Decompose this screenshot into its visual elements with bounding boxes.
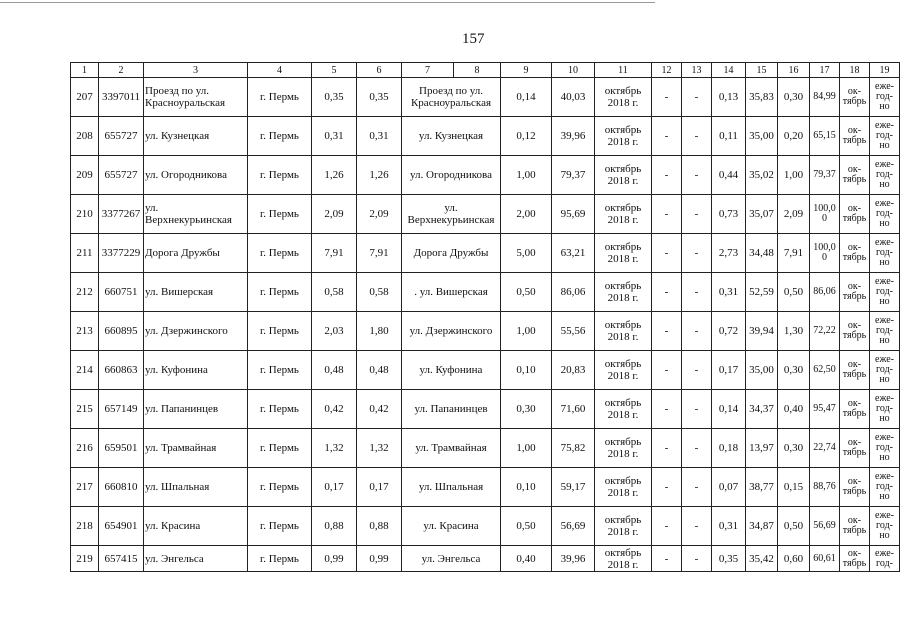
header-cell: 17 — [810, 63, 840, 78]
table-cell-c6: 1,80 — [357, 312, 402, 351]
table-cell-c9: 0,30 — [501, 390, 552, 429]
table-cell-c10: 86,06 — [552, 273, 595, 312]
table-cell-c5: 0,42 — [312, 390, 357, 429]
table-cell-c3: ул. Трамвайная — [144, 429, 248, 468]
header-cell: 6 — [357, 63, 402, 78]
table-cell-c5: 7,91 — [312, 234, 357, 273]
table-cell-c17: 79,37 — [810, 156, 840, 195]
table-cell-c10: 39,96 — [552, 546, 595, 572]
table-cell-c15: 35,02 — [746, 156, 778, 195]
table-cell-c17: 86,06 — [810, 273, 840, 312]
table-cell-c5: 2,09 — [312, 195, 357, 234]
table-cell-c9: 1,00 — [501, 156, 552, 195]
table-cell-c5: 0,88 — [312, 507, 357, 546]
table-cell-c14: 0,17 — [712, 351, 746, 390]
table-cell-c1: 219 — [71, 546, 99, 572]
table-cell-c3: ул. Папанинцев — [144, 390, 248, 429]
header-cell: 5 — [312, 63, 357, 78]
table-cell-c19: еже- год- но — [870, 351, 900, 390]
table-cell-c15: 39,94 — [746, 312, 778, 351]
table-cell-c17: 100,0 0 — [810, 234, 840, 273]
table-cell-c13: - — [682, 273, 712, 312]
table-cell-c6: 7,91 — [357, 234, 402, 273]
table-row — [71, 312, 900, 351]
table-row — [71, 546, 900, 572]
table-cell-c6: 0,35 — [357, 78, 402, 117]
table-cell-c17: 65,15 — [810, 117, 840, 156]
table-cell-c1: 216 — [71, 429, 99, 468]
table-row — [71, 468, 900, 507]
table-cell-c17: 60,61 — [810, 546, 840, 572]
table-cell-c4: г. Пермь — [248, 468, 312, 507]
table-cell-c11: октябрь 2018 г. — [595, 156, 652, 195]
table-cell-c12: - — [652, 273, 682, 312]
table-cell-c9: 0,50 — [501, 507, 552, 546]
table-cell-c78: ул. Огородникова — [402, 156, 501, 195]
table-cell-c5: 0,48 — [312, 351, 357, 390]
table-cell-c9: 0,12 — [501, 117, 552, 156]
table-cell-c12: - — [652, 546, 682, 572]
table-cell-c1: 210 — [71, 195, 99, 234]
header-cell: 18 — [840, 63, 870, 78]
table-cell-c14: 0,73 — [712, 195, 746, 234]
table-cell-c19: еже- год- но — [870, 117, 900, 156]
table-cell-c12: - — [652, 390, 682, 429]
table-cell-c78: ул. Кузнецкая — [402, 117, 501, 156]
table-cell-c14: 0,14 — [712, 390, 746, 429]
table-cell-c16: 0,15 — [778, 468, 810, 507]
header-cell: 1 — [71, 63, 99, 78]
table-cell-c9: 0,40 — [501, 546, 552, 572]
table-cell-c16: 0,30 — [778, 429, 810, 468]
table-cell-c17: 62,50 — [810, 351, 840, 390]
table-cell-c14: 0,07 — [712, 468, 746, 507]
table-cell-c12: - — [652, 78, 682, 117]
table-cell-c3: ул. Кузнецкая — [144, 117, 248, 156]
table-cell-c17: 95,47 — [810, 390, 840, 429]
table-cell-c2: 660895 — [99, 312, 144, 351]
table-cell-c16: 2,09 — [778, 195, 810, 234]
header-cell: 14 — [712, 63, 746, 78]
table-cell-c4: г. Пермь — [248, 312, 312, 351]
table-cell-c16: 0,50 — [778, 273, 810, 312]
table-cell-c15: 35,00 — [746, 117, 778, 156]
table-cell-c12: - — [652, 312, 682, 351]
table-cell-c14: 0,31 — [712, 273, 746, 312]
header-cell: 2 — [99, 63, 144, 78]
table-row — [71, 351, 900, 390]
table-cell-c5: 0,17 — [312, 468, 357, 507]
table-cell-c1: 214 — [71, 351, 99, 390]
header-row — [71, 63, 900, 78]
table-cell-c10: 59,17 — [552, 468, 595, 507]
table-cell-c1: 207 — [71, 78, 99, 117]
table-cell-c3: ул. Шпальная — [144, 468, 248, 507]
table-cell-c4: г. Пермь — [248, 78, 312, 117]
table-cell-c16: 0,20 — [778, 117, 810, 156]
table-cell-c1: 213 — [71, 312, 99, 351]
table-cell-c19: еже- год- — [870, 546, 900, 572]
table-cell-c6: 0,17 — [357, 468, 402, 507]
table-cell-c18: ок- тябрь — [840, 273, 870, 312]
data-table — [70, 62, 900, 572]
table-cell-c16: 0,40 — [778, 390, 810, 429]
table-cell-c13: - — [682, 312, 712, 351]
table-cell-c17: 56,69 — [810, 507, 840, 546]
table-cell-c14: 0,35 — [712, 546, 746, 572]
table-cell-c14: 0,18 — [712, 429, 746, 468]
table-row — [71, 507, 900, 546]
table-cell-c17: 22,74 — [810, 429, 840, 468]
table-cell-c19: еже- год- но — [870, 195, 900, 234]
table-cell-c9: 0,10 — [501, 351, 552, 390]
table-cell-c11: октябрь 2018 г. — [595, 390, 652, 429]
table-cell-c4: г. Пермь — [248, 117, 312, 156]
table-cell-c19: еже- год- но — [870, 507, 900, 546]
table-cell-c11: октябрь 2018 г. — [595, 195, 652, 234]
table-cell-c78: ул. Верхнекурьинская — [402, 195, 501, 234]
table-cell-c13: - — [682, 507, 712, 546]
table-cell-c18: ок- тябрь — [840, 78, 870, 117]
table-cell-c4: г. Пермь — [248, 273, 312, 312]
table-cell-c16: 0,30 — [778, 351, 810, 390]
table-cell-c18: ок- тябрь — [840, 507, 870, 546]
table-cell-c4: г. Пермь — [248, 429, 312, 468]
table-cell-c19: еже- год- но — [870, 234, 900, 273]
table-cell-c3: ул. Вишерская — [144, 273, 248, 312]
table-cell-c6: 0,88 — [357, 507, 402, 546]
header-cell: 12 — [652, 63, 682, 78]
table-cell-c14: 0,31 — [712, 507, 746, 546]
table-cell-c2: 659501 — [99, 429, 144, 468]
table-cell-c10: 79,37 — [552, 156, 595, 195]
table-cell-c1: 212 — [71, 273, 99, 312]
table-cell-c19: еже- год- но — [870, 468, 900, 507]
table-cell-c1: 217 — [71, 468, 99, 507]
table-cell-c16: 1,00 — [778, 156, 810, 195]
table-cell-c78: ул. Куфонина — [402, 351, 501, 390]
table-cell-c6: 0,42 — [357, 390, 402, 429]
table-cell-c13: - — [682, 546, 712, 572]
table-cell-c6: 0,48 — [357, 351, 402, 390]
table-cell-c6: 0,31 — [357, 117, 402, 156]
header-cell: 16 — [778, 63, 810, 78]
table-cell-c13: - — [682, 117, 712, 156]
table-cell-c5: 0,58 — [312, 273, 357, 312]
table-cell-c19: еже- год- но — [870, 312, 900, 351]
table-cell-c13: - — [682, 390, 712, 429]
table-cell-c10: 95,69 — [552, 195, 595, 234]
table-cell-c2: 3397011 — [99, 78, 144, 117]
table-cell-c15: 35,00 — [746, 351, 778, 390]
table-cell-c16: 0,60 — [778, 546, 810, 572]
table-cell-c3: ул. Дзержинского — [144, 312, 248, 351]
table-cell-c6: 0,99 — [357, 546, 402, 572]
table-cell-c3: ул. Куфонина — [144, 351, 248, 390]
table-cell-c12: - — [652, 234, 682, 273]
table-cell-c4: г. Пермь — [248, 195, 312, 234]
table-cell-c17: 72,22 — [810, 312, 840, 351]
table-cell-c15: 35,07 — [746, 195, 778, 234]
table-cell-c4: г. Пермь — [248, 234, 312, 273]
header-cell: 19 — [870, 63, 900, 78]
table-cell-c2: 654901 — [99, 507, 144, 546]
table-cell-c10: 56,69 — [552, 507, 595, 546]
table-cell-c10: 63,21 — [552, 234, 595, 273]
table-cell-c2: 660810 — [99, 468, 144, 507]
table-cell-c11: октябрь 2018 г. — [595, 507, 652, 546]
table-cell-c78: . ул. Вишерская — [402, 273, 501, 312]
table-cell-c78: Дорога Дружбы — [402, 234, 501, 273]
table-cell-c10: 71,60 — [552, 390, 595, 429]
table-cell-c13: - — [682, 78, 712, 117]
table-cell-c18: ок- тябрь — [840, 351, 870, 390]
table-cell-c78: ул. Шпальная — [402, 468, 501, 507]
table-cell-c5: 2,03 — [312, 312, 357, 351]
table-cell-c11: октябрь 2018 г. — [595, 429, 652, 468]
table-cell-c19: еже- год- но — [870, 429, 900, 468]
table-cell-c19: еже- год- но — [870, 390, 900, 429]
table-cell-c18: ок- тябрь — [840, 195, 870, 234]
table-cell-c9: 0,10 — [501, 468, 552, 507]
header-cell: 10 — [552, 63, 595, 78]
table-cell-c3: Дорога Дружбы — [144, 234, 248, 273]
table-cell-c15: 34,48 — [746, 234, 778, 273]
table-cell-c4: г. Пермь — [248, 351, 312, 390]
table-cell-c78: Проезд по ул. Красноуральская — [402, 78, 501, 117]
table-cell-c10: 20,83 — [552, 351, 595, 390]
table-cell-c19: еже- год- но — [870, 273, 900, 312]
table-cell-c4: г. Пермь — [248, 546, 312, 572]
header-cell: 13 — [682, 63, 712, 78]
table-cell-c9: 1,00 — [501, 429, 552, 468]
table-cell-c9: 1,00 — [501, 312, 552, 351]
table-cell-c6: 1,32 — [357, 429, 402, 468]
table-cell-c15: 13,97 — [746, 429, 778, 468]
table-cell-c18: ок- тябрь — [840, 390, 870, 429]
table-cell-c12: - — [652, 351, 682, 390]
table-cell-c78: ул. Дзержинского — [402, 312, 501, 351]
table-cell-c12: - — [652, 117, 682, 156]
table-cell-c12: - — [652, 195, 682, 234]
table-row — [71, 117, 900, 156]
table-cell-c11: октябрь 2018 г. — [595, 468, 652, 507]
table-cell-c2: 657415 — [99, 546, 144, 572]
table-cell-c5: 1,32 — [312, 429, 357, 468]
table-cell-c2: 657149 — [99, 390, 144, 429]
table-cell-c14: 0,11 — [712, 117, 746, 156]
table-cell-c3: Проезд по ул. Красноуральская — [144, 78, 248, 117]
table-cell-c18: ок- тябрь — [840, 468, 870, 507]
table-cell-c10: 55,56 — [552, 312, 595, 351]
table-cell-c9: 2,00 — [501, 195, 552, 234]
table-row — [71, 234, 900, 273]
table-cell-c15: 52,59 — [746, 273, 778, 312]
table-cell-c13: - — [682, 351, 712, 390]
table-cell-c16: 7,91 — [778, 234, 810, 273]
table-cell-c14: 0,13 — [712, 78, 746, 117]
table-row — [71, 390, 900, 429]
table-cell-c78: ул. Трамвайная — [402, 429, 501, 468]
header-cell: 9 — [501, 63, 552, 78]
table-cell-c12: - — [652, 468, 682, 507]
table-cell-c17: 84,99 — [810, 78, 840, 117]
table-cell-c5: 1,26 — [312, 156, 357, 195]
table-cell-c1: 208 — [71, 117, 99, 156]
table-row — [71, 156, 900, 195]
table-cell-c5: 0,31 — [312, 117, 357, 156]
table-cell-c5: 0,99 — [312, 546, 357, 572]
header-cell: 3 — [144, 63, 248, 78]
header-cell: 8 — [454, 63, 501, 78]
table-cell-c2: 3377229 — [99, 234, 144, 273]
table-cell-c2: 660751 — [99, 273, 144, 312]
table-cell-c11: октябрь 2018 г. — [595, 117, 652, 156]
table-cell-c12: - — [652, 507, 682, 546]
table-cell-c16: 1,30 — [778, 312, 810, 351]
table-cell-c14: 0,44 — [712, 156, 746, 195]
table-cell-c78: ул. Энгельса — [402, 546, 501, 572]
table-cell-c11: октябрь 2018 г. — [595, 78, 652, 117]
table-cell-c3: ул. Огородникова — [144, 156, 248, 195]
table-cell-c78: ул. Красина — [402, 507, 501, 546]
table-cell-c2: 660863 — [99, 351, 144, 390]
table-cell-c18: ок- тябрь — [840, 312, 870, 351]
table-cell-c2: 655727 — [99, 117, 144, 156]
header-cell: 4 — [248, 63, 312, 78]
table-cell-c13: - — [682, 195, 712, 234]
table-cell-c12: - — [652, 156, 682, 195]
header-cell: 15 — [746, 63, 778, 78]
table-cell-c78: ул. Папанинцев — [402, 390, 501, 429]
table-cell-c5: 0,35 — [312, 78, 357, 117]
table-cell-c18: ок- тябрь — [840, 546, 870, 572]
table-cell-c14: 0,72 — [712, 312, 746, 351]
table-cell-c6: 0,58 — [357, 273, 402, 312]
table-cell-c15: 35,83 — [746, 78, 778, 117]
top-rule — [0, 2, 655, 3]
table-row — [71, 429, 900, 468]
table-cell-c9: 5,00 — [501, 234, 552, 273]
table-cell-c11: октябрь 2018 г. — [595, 351, 652, 390]
table-cell-c10: 40,03 — [552, 78, 595, 117]
table-cell-c14: 2,73 — [712, 234, 746, 273]
table-cell-c6: 1,26 — [357, 156, 402, 195]
table-cell-c9: 0,50 — [501, 273, 552, 312]
table-cell-c10: 75,82 — [552, 429, 595, 468]
table-row — [71, 195, 900, 234]
table-cell-c3: ул. Красина — [144, 507, 248, 546]
table-cell-c18: ок- тябрь — [840, 117, 870, 156]
table-cell-c19: еже- год- но — [870, 156, 900, 195]
table-cell-c1: 209 — [71, 156, 99, 195]
table-cell-c2: 3377267 — [99, 195, 144, 234]
table-cell-c11: октябрь 2018 г. — [595, 234, 652, 273]
header-cell: 11 — [595, 63, 652, 78]
table-cell-c13: - — [682, 429, 712, 468]
table-cell-c10: 39,96 — [552, 117, 595, 156]
table-cell-c18: ок- тябрь — [840, 156, 870, 195]
table-cell-c3: ул. Энгельса — [144, 546, 248, 572]
table-cell-c13: - — [682, 234, 712, 273]
table-cell-c2: 655727 — [99, 156, 144, 195]
table-cell-c9: 0,14 — [501, 78, 552, 117]
table-cell-c15: 38,77 — [746, 468, 778, 507]
table-cell-c19: еже- год- но — [870, 78, 900, 117]
table-body — [71, 63, 900, 572]
table-cell-c11: октябрь 2018 г. — [595, 546, 652, 572]
page-number: 157 — [462, 31, 485, 47]
header-cell: 7 — [402, 63, 454, 78]
table-cell-c15: 34,87 — [746, 507, 778, 546]
table-cell-c16: 0,50 — [778, 507, 810, 546]
table-cell-c3: ул. Верхнекурьинская — [144, 195, 248, 234]
table-row — [71, 273, 900, 312]
table-cell-c4: г. Пермь — [248, 156, 312, 195]
table-cell-c15: 34,37 — [746, 390, 778, 429]
table-cell-c12: - — [652, 429, 682, 468]
table-cell-c4: г. Пермь — [248, 390, 312, 429]
table-cell-c13: - — [682, 156, 712, 195]
table-cell-c17: 88,76 — [810, 468, 840, 507]
table-cell-c4: г. Пермь — [248, 507, 312, 546]
table-cell-c1: 215 — [71, 390, 99, 429]
table-cell-c15: 35,42 — [746, 546, 778, 572]
table-cell-c6: 2,09 — [357, 195, 402, 234]
table-row — [71, 78, 900, 117]
table-cell-c13: - — [682, 468, 712, 507]
table-cell-c18: ок- тябрь — [840, 234, 870, 273]
table-cell-c11: октябрь 2018 г. — [595, 312, 652, 351]
table-cell-c1: 211 — [71, 234, 99, 273]
table-cell-c1: 218 — [71, 507, 99, 546]
table-cell-c18: ок- тябрь — [840, 429, 870, 468]
table-cell-c16: 0,30 — [778, 78, 810, 117]
table-cell-c11: октябрь 2018 г. — [595, 273, 652, 312]
table-cell-c17: 100,0 0 — [810, 195, 840, 234]
